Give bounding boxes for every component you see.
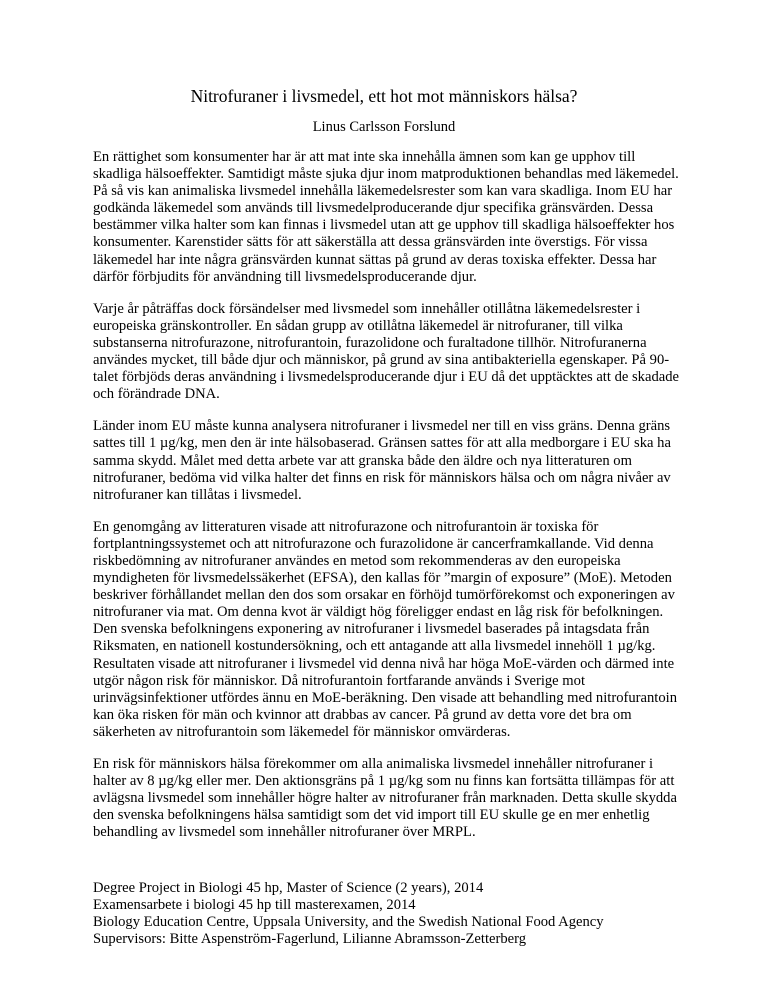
document-title: Nitrofuraner i livsmedel, ett hot mot människors hälsa?: [190, 86, 578, 106]
document-footer: [93, 880, 693, 948]
footer-line-examensarbete: Examensarbete i biologi 45 hp till masterexamen, 2014: [93, 897, 416, 914]
abstract-body: [93, 149, 683, 856]
paragraph-2: Varje år påträffas dock försändelser med livsmedel som innehåller otillåtna läkemedelsrester i europeiska gränskontroller. En sådan grupp av otillåtna läkemedel är nitrofuraner, till vilka substanserna nitrofurazone, nitrofurantoin, furazolidone och furaltadone tillhör. Nitrofuranerna användes mycket, till både djur och människor, på grund av sina antibakteriella egenskaper. På 90-talet förbjöds deras användning i livsmedelsproducerande djur i EU då det upptäcktes att de skadade och förändrade DNA.: [93, 300, 679, 403]
footer-line-supervisors: Supervisors: Bitte Aspenström-Fagerlund, Lilianne Abramsson-Zetterberg: [93, 931, 527, 948]
paragraph-1: En rättighet som konsumenter har är att mat inte ska innehålla ämnen som kan ge upphov till skadliga hälsoeffekter. Samtidigt måste sjuka djur inom matproduktionen behandlas med läkemedel. På så vis kan animaliska livsmedel innehålla läkemedelsrester som kan vara skadliga. Inom EU har godkända läkemedel som används till livsmedelproducerande djur specifika gränsvärden. Dessa bestämmer vilka halter som kan finnas i livsmedel utan att ge upphov till skadliga hälsoeffekter hos konsumenter. Karenstider sätts för att säkerställa att dessa gränsvärden inte överstigs. För vissa läkemedel har inte några gränsvärden kunnat sättas på grund av deras toxiska effekter. Dessa har därför förbjudits för användning till livsmedelsproducerande djur.: [93, 149, 679, 285]
footer-line-degree: Degree Project in Biologi 45 hp, Master of Science (2 years), 2014: [93, 880, 484, 896]
paragraph-5: En risk för människors hälsa förekommer om alla animaliska livsmedel innehåller nitrofuraner i halter av 8 µg/kg eller mer. Den aktionsgräns på 1 µg/kg som nu finns kan fortsätta tillämpas för att avlägsna livsmedel som innehåller högre halter av nitrofuraner från marknaden. Detta skulle skydda den svenska befolkningens hälsa samtidigt som det vid import till EU skulle ge en mer enhetlig behandling av livsmedel som innehåller nitrofuraner över MRPL.: [93, 756, 677, 841]
paragraph-4: En genomgång av litteraturen visade att nitrofurazone och nitrofurantoin är toxiska för fortplantningssystemet och att nitrofurazone och furazolidone är cancerframkallande. Vid denna riskbedömning av nitrofuraner användes en metod som rekommenderas av den europeiska myndigheten för livsmedelssäkerhet (EFSA), den kallas för ”margin of exposure” (MoE). Metoden beskriver förhållandet mellan den dos som orsakar en förhöjd tumörförekomst och exponeringen av nitrofuraner via mat. Om denna kvot är väldigt hög föreligger endast en låg risk för befolkningen. Den svenska befolkningens exponering av nitrofuraner i livsmedel baserades på intagsdata från Riksmaten, en nationell kostundersökning, och ett antagande att alla livsmedel innehöll 1 µg/kg. Resultaten visade att nitrofuraner i livsmedel vid denna nivå har höga MoE-värden och därmed inte utgör någon risk för människor. Då nitrofurantoin fortfarande används i Sverige mot urinvägsinfektioner utfördes ännu en MoE-beräkning. Den visade att behandling med nitrofurantoin kan öka risken för män och kvinnor att drabbas av cancer. På grund av detta vore det bra om säkerheten av nitrofurantoin som läkemedel för människor omvärderas.: [93, 518, 677, 740]
author-name: Linus Carlsson Forslund: [312, 119, 456, 135]
paragraph-3: Länder inom EU måste kunna analysera nitrofuraner i livsmedel ner till en viss gräns. Denna gräns sattes till 1 µg/kg, men den är inte hälsobaserad. Gränsen sattes för att alla medborgare i EU ska ha samma skydd. Målet med detta arbete var att granska både den äldre och nya litteraturen om nitrofuraner, bedöma vid vilka halter det finns en risk för människors hälsa och om några nivåer av nitrofuraner kan tillåtas i livsmedel.: [93, 418, 671, 503]
footer-line-institution: Biology Education Centre, Uppsala University, and the Swedish National Food Agency: [93, 914, 604, 931]
